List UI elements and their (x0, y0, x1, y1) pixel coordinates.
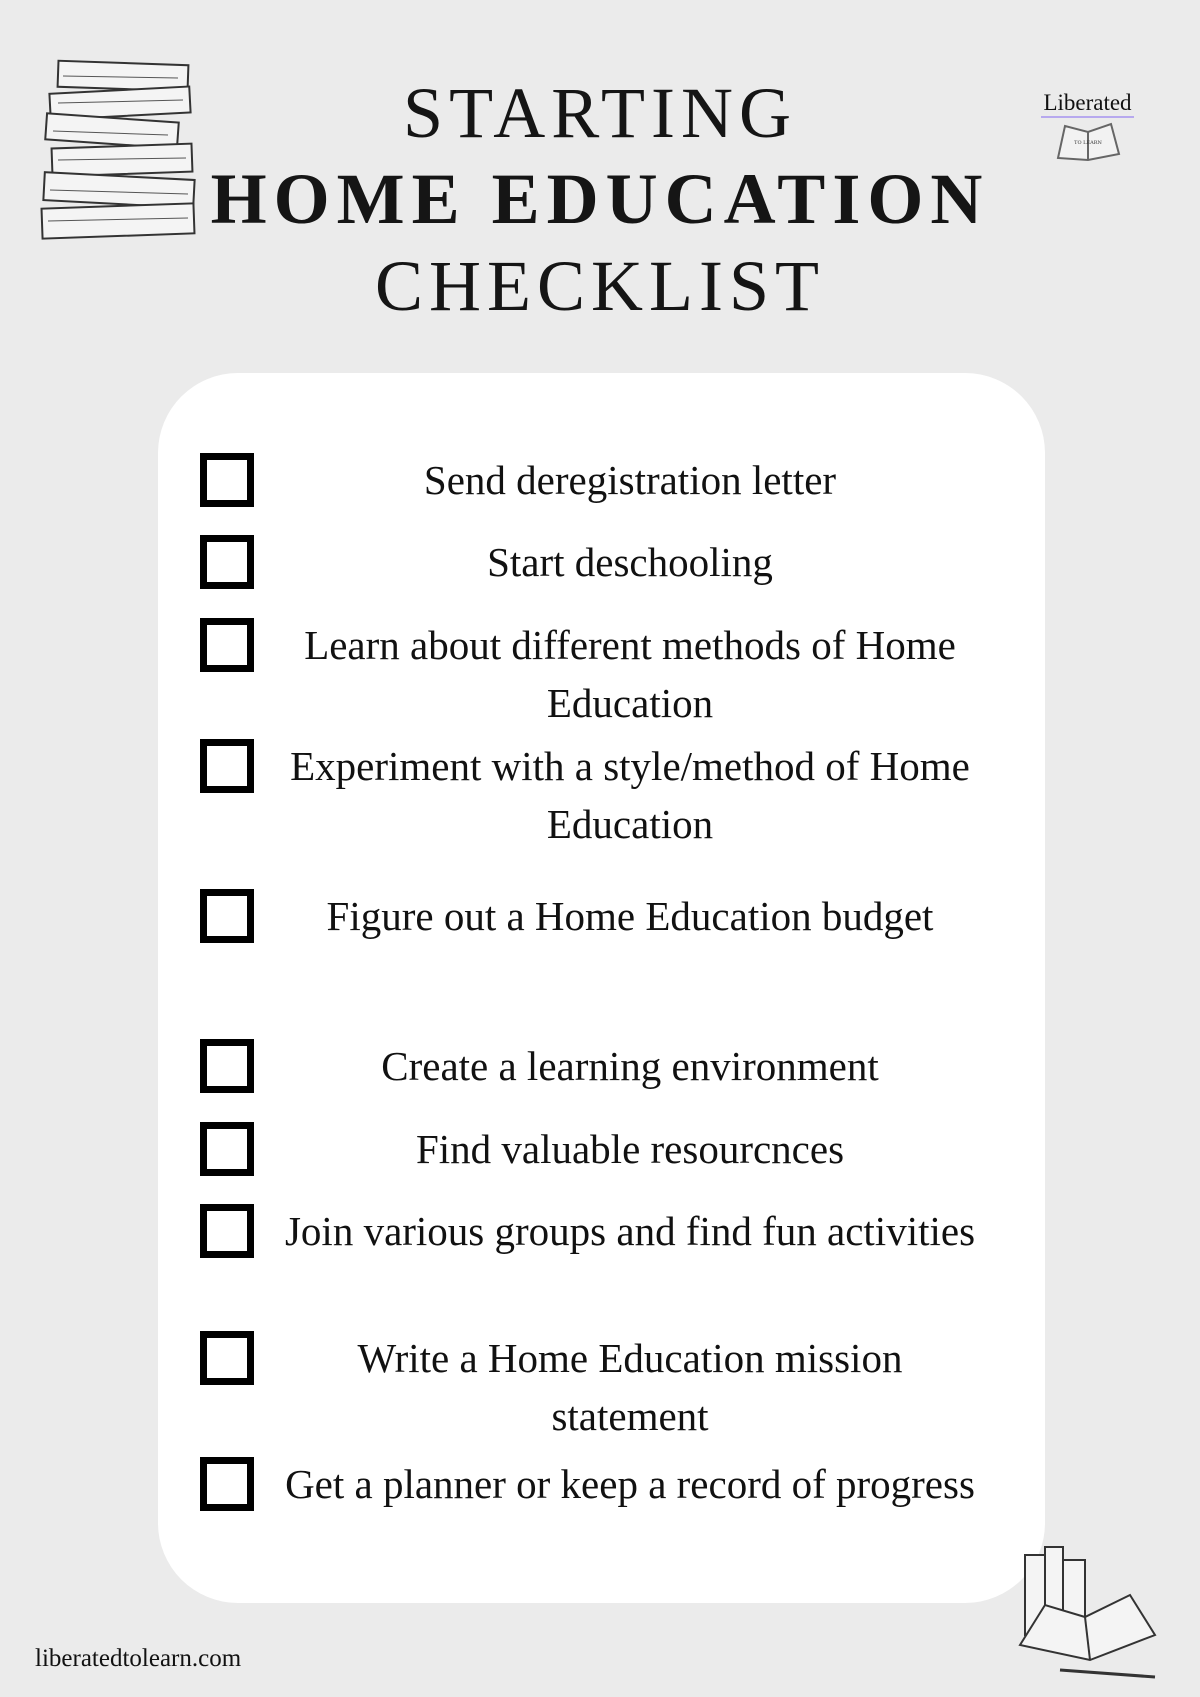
checklist-item-label: Get a planner or keep a record of progress (285, 1461, 975, 1507)
logo-subtext: TO LEARN (1073, 140, 1102, 146)
title-line-2: HOME EDUCATION (210, 159, 990, 239)
checklist-item-label: Start deschooling (487, 539, 773, 585)
checkbox[interactable] (200, 889, 254, 943)
logo-text: Liberated (1041, 90, 1133, 118)
title-line-1: STARTING (403, 73, 797, 153)
checklist-item-label: Create a learning environment (381, 1043, 879, 1089)
checkbox[interactable] (200, 618, 254, 672)
checkbox[interactable] (200, 1204, 254, 1258)
checkbox[interactable] (200, 1457, 254, 1511)
checklist-item-label: Join various groups and find fun activities (284, 1208, 976, 1254)
checkbox[interactable] (200, 453, 254, 507)
checkbox[interactable] (200, 1122, 254, 1176)
checkbox[interactable] (200, 535, 254, 589)
open-book-illustration-icon (1005, 1535, 1165, 1685)
checklist-item-label: Write a Home Education mission statement (357, 1335, 903, 1439)
checkbox[interactable] (200, 1039, 254, 1093)
checkbox[interactable] (200, 1331, 254, 1385)
checklist-item-label: Find valuable resourcnces (415, 1126, 845, 1172)
open-book-icon (1053, 120, 1123, 162)
checklist-item-label: Figure out a Home Education budget (326, 893, 934, 939)
title-line-3: CHECKLIST (375, 246, 825, 326)
checklist-item-label: Send deregistration letter (423, 457, 837, 503)
website-url[interactable]: liberatedtolearn.com (35, 1645, 242, 1672)
checkbox[interactable] (200, 739, 254, 793)
checklist-item-label: Experiment with a style/method of Home Education (290, 743, 970, 847)
checklist-item-label: Learn about different methods of Home Education (304, 622, 956, 726)
brand-logo (1025, 90, 1150, 162)
